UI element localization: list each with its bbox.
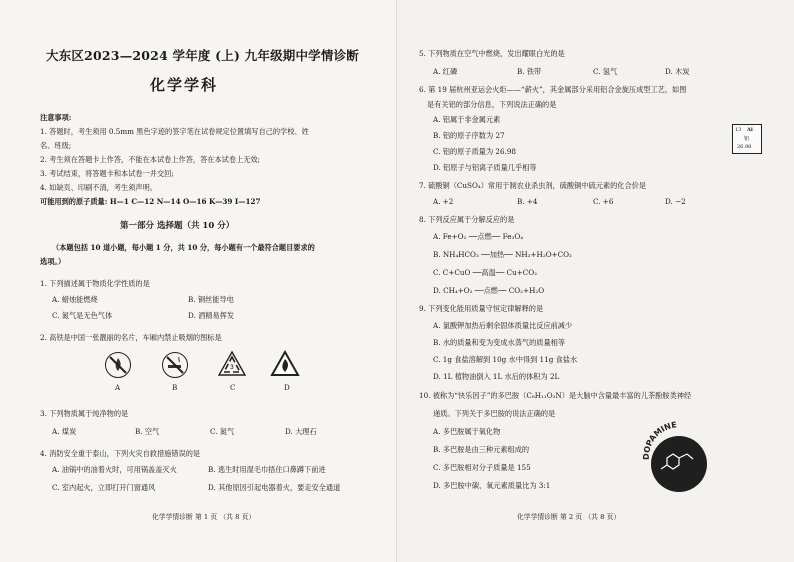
q5-option-d: D. 木炭 (665, 67, 690, 76)
notice-line: 1. 答题时，考生须用 0.5mm 黑色字迹的签字笔在试卷规定位置填写自己的学校、姓 (40, 127, 309, 136)
q2-label-a: A (115, 383, 121, 392)
subject-title: 化学学科 (150, 76, 219, 94)
q1-option-a: A. 蜡烛能燃烧 (52, 295, 98, 304)
q4-option-b: B. 逃生时用湿毛巾捂住口鼻蹲下前进 (208, 465, 326, 474)
q8-option-d: D. CH₄+O₂ ──点燃── CO₂+H₂O (433, 286, 545, 295)
page-2 (397, 0, 794, 562)
page-footer: 化学学情诊断 第 1 页 （共 8 页） (152, 513, 256, 521)
notice-line: 3. 考试结束，将答题卡和本试卷一并交回; (40, 169, 174, 178)
element-mass: 26.98 (737, 144, 752, 150)
q9-option-c: C. 1g 食盐溶解到 10g 水中得到 11g 食盐水 (433, 355, 578, 364)
element-name: 铝 (744, 136, 750, 142)
q6-stem: 是有关铝的部分信息，下列说法正确的是 (427, 100, 557, 109)
mascot-label: DOPAMINE (641, 420, 678, 461)
q6-stem: 6. 第 19 届杭州亚运会火炬——“薪火”，其金属部分采用铝合金旋压成型工艺，如图 (419, 85, 687, 94)
q4-stem: 4. 消防安全重于泰山，下列火灾自救措施错误的是 (40, 449, 201, 458)
q1-option-d: D. 酒精易挥发 (188, 311, 235, 320)
notice-line: 4. 如缺页、印刷不清，考生须声明。 (40, 183, 157, 192)
q4-option-c: C. 室内起火，立即打开门窗通风 (52, 483, 156, 492)
q1-stem: 1. 下列描述属于物质化学性质的是 (40, 279, 150, 288)
q6-option-c: C. 铝的原子质量为 26.98 (433, 147, 516, 156)
q9-option-a: A. 氯酸钾加热后剩余固体质量比反应前减少 (433, 321, 573, 330)
atomic-masses: 可能用到的原子质量: H—1 C—12 N—14 O—16 K—39 I—127 (40, 197, 261, 206)
q1-option-b: B. 铜丝能导电 (188, 295, 234, 304)
q1-option-c: C. 氮气是无色气体 (52, 311, 113, 320)
q7-stem: 7. 硫酸铜（CuSO₄）常用于制农业杀虫剂，硫酸铜中硫元素的化合价是 (419, 181, 647, 190)
q10-option-a: A. 多巴胺属于氧化物 (433, 427, 501, 436)
q3-stem: 3. 下列物质属于纯净物的是 (40, 409, 129, 418)
q9-stem: 9. 下列变化能用质量守恒定律解释的是 (419, 304, 544, 313)
q10-option-d: D. 多巴胺中碳、氧元素质量比为 3:1 (433, 481, 551, 490)
q5-option-b: B. 铁带 (517, 67, 542, 76)
q10-stem: 10. 被称为“快乐因子”的多巴胺（C₈H₁₁O₂N）是大脑中含量最丰富的儿茶酚胺类神经 (419, 391, 692, 400)
section-intro: 选项。） (40, 257, 66, 266)
svg-text:3: 3 (230, 364, 234, 371)
flammable-warning-icon (270, 350, 300, 378)
q7-option-b: B. +4 (517, 197, 538, 206)
section-intro: （本题包括 10 道小题，每小题 1 分，共 10 分，每小题有一个最符合题目要求的 (52, 243, 315, 252)
no-fire-sign-icon (105, 352, 131, 378)
q5-option-c: C. 氢气 (593, 67, 618, 76)
q3-option-a: A. 煤炭 (52, 427, 77, 436)
section-title: 第一部分 选择题（共 10 分） (120, 221, 235, 231)
q2-label-d: D (284, 383, 290, 392)
no-smoking-sign-icon (162, 352, 188, 378)
page-footer: 化学学情诊断 第 2 页 （共 8 页） (517, 513, 621, 521)
element-number: 13 (735, 127, 742, 133)
q5-stem: 5. 下列物质在空气中燃烧，发出耀眼白光的是 (419, 49, 565, 58)
q7-option-d: D. −2 (665, 197, 686, 206)
q2-label-b: B (172, 383, 178, 392)
notice-heading: 注意事项: (40, 113, 72, 122)
recycling-sign-icon (217, 350, 247, 378)
q2-stem: 2. 高铁是中国一张靓丽的名片，车厢内禁止吸烟的图标是 (40, 333, 222, 342)
q2-label-c: C (230, 383, 236, 392)
notice-line: 名、班级; (40, 141, 72, 150)
q8-option-a: A. Fe+O₂ ──点燃── Fe₃O₄ (433, 232, 524, 241)
element-symbol: Al (747, 127, 753, 133)
q8-option-b: B. NH₄HCO₃ ──加热── NH₃+H₂O+CO₂ (433, 250, 572, 259)
q4-option-d: D. 其他原因引起电器着火，要走安全通道 (208, 483, 341, 492)
q5-option-a: A. 红磷 (433, 67, 458, 76)
q10-stem: 递质。下列关于多巴胺的说法正确的是 (433, 409, 556, 418)
q4-option-a: A. 油锅中的油着火时，可用锅盖盖灭火 (52, 465, 177, 474)
q9-option-d: D. 1L 植物油倒入 1L 水后的体积为 2L (433, 372, 560, 381)
q7-option-a: A. +2 (433, 197, 454, 206)
q3-option-c: C. 氮气 (210, 427, 235, 436)
q6-option-a: A. 铝属于非金属元素 (433, 115, 501, 124)
q8-option-c: C. C+CuO ──高温── Cu+CO₂ (433, 268, 538, 277)
q9-option-b: B. 水的质量和变为变成水蒸气的质量相等 (433, 338, 566, 347)
q3-option-b: B. 空气 (135, 427, 160, 436)
q3-option-d: D. 大理石 (285, 427, 317, 436)
notice-line: 2. 考生须在答题卡上作答，不能在本试卷上作答，答在本试卷上无效; (40, 155, 261, 164)
dopamine-mascot-image (635, 420, 715, 500)
aluminum-element-card (732, 124, 762, 154)
q10-option-b: B. 多巴胺是由三种元素组成的 (433, 445, 530, 454)
q6-option-b: B. 铝的原子序数为 27 (433, 131, 505, 140)
q8-stem: 8. 下列反应属于分解反应的是 (419, 215, 515, 224)
exam-title: 大东区2023—2024 学年度 (上) 九年级期中学情诊断 (46, 48, 359, 63)
q10-option-c: C. 多巴胺相对分子质量是 155 (433, 463, 531, 472)
q7-option-c: C. +6 (593, 197, 614, 206)
q6-option-d: D. 铝原子与铝离子质量几乎相等 (433, 163, 537, 172)
